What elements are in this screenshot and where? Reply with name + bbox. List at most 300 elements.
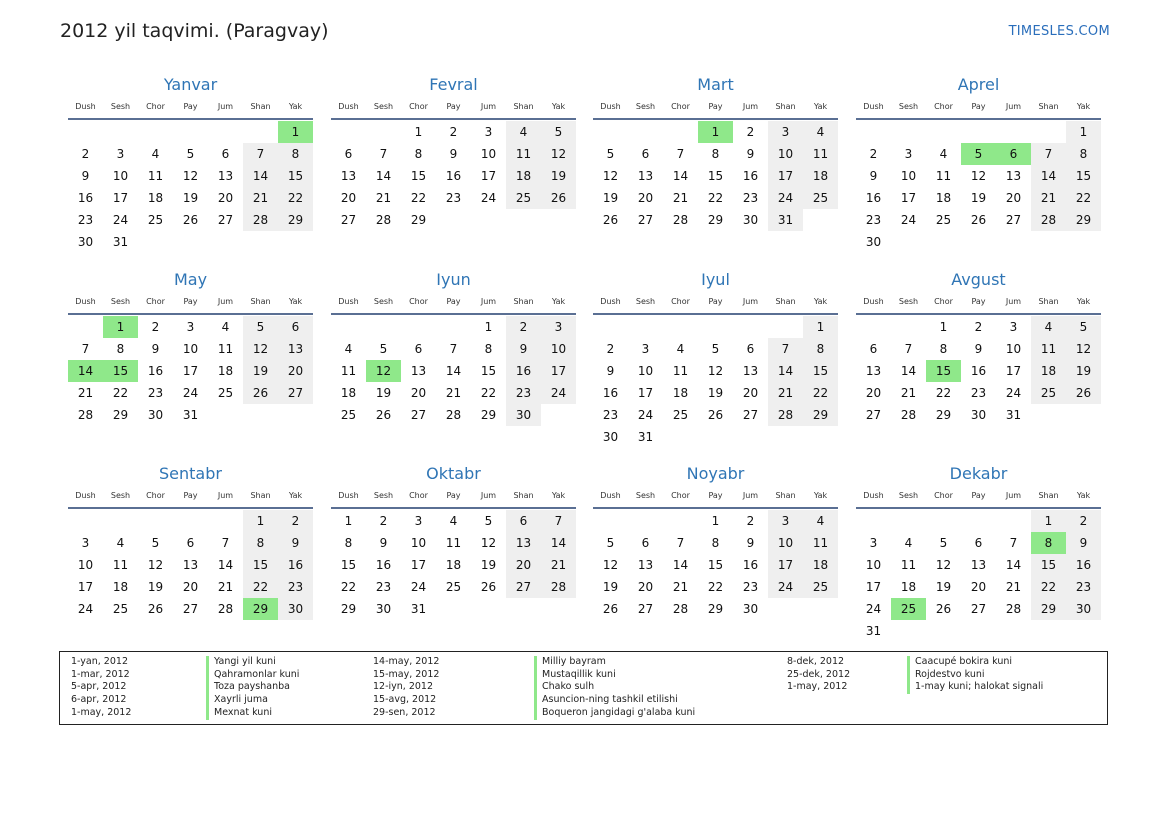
day-cell: 16 bbox=[865, 191, 882, 205]
day-cell: 25 bbox=[935, 213, 952, 227]
weekday-header bbox=[68, 297, 313, 311]
day-cell: 19 bbox=[541, 165, 576, 187]
legend-names-col-2 bbox=[534, 656, 695, 720]
day-cell: 17 bbox=[112, 191, 129, 205]
weekday-label: Yak bbox=[1076, 102, 1091, 111]
day-cell: 22 bbox=[803, 382, 838, 404]
day-cell: 28 bbox=[217, 602, 234, 616]
day-cell: 7 bbox=[221, 536, 230, 550]
day-cell: 27 bbox=[970, 602, 987, 616]
month-name: Noyabr bbox=[686, 464, 745, 483]
weekday-label: Sesh bbox=[373, 102, 394, 111]
day-cell: 21 bbox=[243, 187, 278, 209]
month-divider bbox=[856, 313, 1101, 315]
day-cell: 13 bbox=[970, 558, 987, 572]
weekday-label: Dush bbox=[600, 491, 621, 500]
weekday-label: Yak bbox=[813, 102, 828, 111]
day-cell: 8 bbox=[803, 338, 838, 360]
day-cell: 22 bbox=[112, 386, 129, 400]
day-cell: 6 bbox=[278, 316, 313, 338]
day-cell: 2 bbox=[869, 147, 878, 161]
day-cell: 23 bbox=[147, 386, 164, 400]
day-cell: 6 bbox=[221, 147, 230, 161]
day-cell: 16 bbox=[278, 554, 313, 576]
weekday-label: Jum bbox=[217, 491, 234, 500]
day-cell: 23 bbox=[445, 191, 462, 205]
day-cell: 1 bbox=[1031, 510, 1066, 532]
day-cell: 29 bbox=[707, 602, 724, 616]
day-cell: 2 bbox=[449, 125, 458, 139]
legend-holiday-name: Qahramonlar kuni bbox=[206, 669, 299, 682]
day-cell: 30 bbox=[77, 235, 94, 249]
weekday-label: Shan bbox=[250, 102, 271, 111]
day-cell: 7 bbox=[676, 147, 685, 161]
weekday-label: Shan bbox=[250, 297, 271, 306]
day-cell: 4 bbox=[803, 121, 838, 143]
weekday-label: Shan bbox=[250, 491, 271, 500]
month-divider bbox=[68, 313, 313, 315]
day-cell: 30 bbox=[742, 213, 759, 227]
legend-holiday-name: 1-may kuni; halokat signali bbox=[907, 681, 1043, 694]
day-cell: 19 bbox=[935, 580, 952, 594]
legend-date: 1-may, 2012 bbox=[787, 681, 848, 693]
day-cell: 20 bbox=[410, 386, 427, 400]
day-cell: 27 bbox=[1005, 213, 1022, 227]
weekday-label: Jum bbox=[480, 102, 497, 111]
day-cell: 15 bbox=[803, 360, 838, 382]
day-cell: 5 bbox=[151, 536, 160, 550]
day-cell: 22 bbox=[707, 580, 724, 594]
month-oktabr bbox=[331, 464, 576, 644]
day-cell: 30 bbox=[865, 235, 882, 249]
weekday-label: Sesh bbox=[898, 297, 919, 306]
day-cell: 23 bbox=[742, 580, 759, 594]
day-cell: 19 bbox=[182, 191, 199, 205]
day-cell: 19 bbox=[970, 191, 987, 205]
month-dekabr bbox=[856, 464, 1101, 644]
day-cell: 26 bbox=[182, 213, 199, 227]
day-cell: 29 bbox=[243, 598, 278, 620]
day-cell: 6 bbox=[344, 147, 353, 161]
day-cell: 18 bbox=[1031, 360, 1066, 382]
weekday-label: Sesh bbox=[110, 102, 131, 111]
day-cell: 1 bbox=[414, 125, 423, 139]
weekday-label: Dush bbox=[863, 491, 884, 500]
day-cell: 24 bbox=[112, 213, 129, 227]
day-cell: 4 bbox=[939, 147, 948, 161]
day-cell: 24 bbox=[410, 580, 427, 594]
month-name: Oktabr bbox=[426, 464, 481, 483]
day-cell: 10 bbox=[900, 169, 917, 183]
day-cell: 6 bbox=[186, 536, 195, 550]
day-cell: 10 bbox=[410, 536, 427, 550]
day-cell: 4 bbox=[344, 342, 353, 356]
day-cell: 24 bbox=[768, 576, 803, 598]
day-cell: 17 bbox=[410, 558, 427, 572]
legend-date: 29-sen, 2012 bbox=[373, 706, 436, 718]
day-cell: 25 bbox=[340, 408, 357, 422]
day-cell: 3 bbox=[414, 514, 423, 528]
day-cell: 8 bbox=[711, 147, 720, 161]
day-cell: 9 bbox=[974, 342, 983, 356]
day-cell: 19 bbox=[243, 360, 278, 382]
day-cell: 24 bbox=[182, 386, 199, 400]
day-cell: 2 bbox=[151, 320, 160, 334]
weekday-label: Chor bbox=[934, 102, 953, 111]
day-cell: 15 bbox=[278, 165, 313, 187]
day-cell: 26 bbox=[707, 408, 724, 422]
day-cell: 12 bbox=[243, 338, 278, 360]
day-cell: 9 bbox=[1066, 532, 1101, 554]
day-cell: 12 bbox=[970, 169, 987, 183]
day-cell: 13 bbox=[637, 558, 654, 572]
weekday-label: Sesh bbox=[373, 297, 394, 306]
day-cell: 16 bbox=[506, 360, 541, 382]
day-cell: 8 bbox=[1066, 143, 1101, 165]
weekday-label: Yak bbox=[288, 297, 303, 306]
day-cell: 15 bbox=[707, 169, 724, 183]
day-cell: 13 bbox=[217, 169, 234, 183]
day-cell: 2 bbox=[746, 514, 755, 528]
day-cell: 21 bbox=[1031, 187, 1066, 209]
month-divider bbox=[331, 118, 576, 120]
day-cell: 25 bbox=[147, 213, 164, 227]
day-cell: 5 bbox=[186, 147, 195, 161]
day-cell: 14 bbox=[68, 360, 103, 382]
day-cell: 29 bbox=[1031, 598, 1066, 620]
month-name: Yanvar bbox=[163, 75, 218, 94]
day-cell: 2 bbox=[746, 125, 755, 139]
day-cell: 26 bbox=[935, 602, 952, 616]
day-cell: 2 bbox=[81, 147, 90, 161]
weekday-label: Chor bbox=[409, 102, 428, 111]
day-cell: 20 bbox=[742, 386, 759, 400]
day-cell: 20 bbox=[637, 580, 654, 594]
day-cell: 26 bbox=[480, 580, 497, 594]
day-cell: 8 bbox=[344, 536, 353, 550]
day-cell: 19 bbox=[480, 558, 497, 572]
weekday-label: Jum bbox=[480, 491, 497, 500]
day-cell: 25 bbox=[445, 580, 462, 594]
weekday-label: Pay bbox=[183, 102, 198, 111]
weekday-label: Pay bbox=[708, 297, 723, 306]
day-cell: 4 bbox=[221, 320, 230, 334]
weekday-label: Chor bbox=[934, 297, 953, 306]
weekday-label: Dush bbox=[600, 297, 621, 306]
day-cell: 28 bbox=[900, 408, 917, 422]
day-cell: 17 bbox=[541, 360, 576, 382]
day-cell: 24 bbox=[637, 408, 654, 422]
day-cell: 3 bbox=[81, 536, 90, 550]
day-cell: 1 bbox=[103, 316, 138, 338]
weekday-header bbox=[331, 491, 576, 505]
day-cell: 14 bbox=[1031, 165, 1066, 187]
day-cell: 15 bbox=[707, 558, 724, 572]
day-cell: 14 bbox=[768, 360, 803, 382]
day-cell: 19 bbox=[602, 580, 619, 594]
day-cell: 5 bbox=[379, 342, 388, 356]
day-cell: 14 bbox=[445, 364, 462, 378]
day-cell: 16 bbox=[77, 191, 94, 205]
weekday-header bbox=[856, 491, 1101, 505]
day-cell: 21 bbox=[445, 386, 462, 400]
day-cell: 13 bbox=[410, 364, 427, 378]
legend-holiday-name: Xayrli juma bbox=[206, 694, 299, 707]
day-cell: 20 bbox=[182, 580, 199, 594]
weekday-header bbox=[68, 102, 313, 116]
weekday-label: Pay bbox=[183, 297, 198, 306]
day-cell: 30 bbox=[147, 408, 164, 422]
day-cell: 11 bbox=[445, 536, 462, 550]
day-cell: 4 bbox=[116, 536, 125, 550]
day-cell: 13 bbox=[865, 364, 882, 378]
legend-date: 8-dek, 2012 bbox=[787, 656, 845, 667]
day-cell: 27 bbox=[410, 408, 427, 422]
day-cell: 20 bbox=[637, 191, 654, 205]
weekday-header bbox=[856, 102, 1101, 116]
day-cell: 5 bbox=[243, 316, 278, 338]
day-cell: 7 bbox=[81, 342, 90, 356]
weekday-label: Dush bbox=[75, 491, 96, 500]
day-cell: 24 bbox=[480, 191, 497, 205]
day-cell: 15 bbox=[103, 360, 138, 382]
day-cell: 12 bbox=[1066, 338, 1101, 360]
day-cell: 1 bbox=[939, 320, 948, 334]
day-cell: 13 bbox=[340, 169, 357, 183]
day-cell: 4 bbox=[506, 121, 541, 143]
weekday-label: Shan bbox=[775, 297, 796, 306]
weekday-label: Dush bbox=[863, 297, 884, 306]
legend-date: 15-may, 2012 bbox=[373, 668, 440, 680]
weekday-label: Sesh bbox=[110, 297, 131, 306]
day-cell: 25 bbox=[506, 187, 541, 209]
day-cell: 15 bbox=[410, 169, 427, 183]
day-cell: 9 bbox=[746, 536, 755, 550]
day-cell: 17 bbox=[1005, 364, 1022, 378]
day-cell: 29 bbox=[410, 213, 427, 227]
weekday-label: Dush bbox=[75, 297, 96, 306]
day-cell: 10 bbox=[480, 147, 497, 161]
day-cell: 21 bbox=[375, 191, 392, 205]
legend-dates-col-3 bbox=[787, 656, 850, 694]
weekday-label: Jum bbox=[480, 297, 497, 306]
day-cell: 19 bbox=[375, 386, 392, 400]
legend-date: 1-may, 2012 bbox=[71, 706, 132, 718]
day-cell: 3 bbox=[116, 147, 125, 161]
day-cell: 2 bbox=[1066, 510, 1101, 532]
weekday-label: Yak bbox=[551, 297, 566, 306]
day-cell: 6 bbox=[869, 342, 878, 356]
day-cell: 11 bbox=[112, 558, 129, 572]
legend-names-col-1 bbox=[206, 656, 299, 720]
day-cell: 21 bbox=[768, 382, 803, 404]
legend-holiday-name: Rojdestvo kuni bbox=[907, 669, 1043, 682]
day-cell: 5 bbox=[939, 536, 948, 550]
day-cell: 10 bbox=[182, 342, 199, 356]
legend-date: 14-may, 2012 bbox=[373, 656, 440, 667]
legend-holiday-name: Asuncion-ning tashkil etilishi bbox=[534, 694, 695, 707]
weekday-label: Chor bbox=[671, 102, 690, 111]
day-cell: 24 bbox=[77, 602, 94, 616]
day-cell: 10 bbox=[768, 143, 803, 165]
legend-holiday-name: Milliy bayram bbox=[534, 656, 695, 669]
day-cell: 23 bbox=[865, 213, 882, 227]
day-cell: 18 bbox=[112, 580, 129, 594]
weekday-label: Chor bbox=[671, 297, 690, 306]
day-cell: 2 bbox=[278, 510, 313, 532]
day-cell: 1 bbox=[484, 320, 493, 334]
day-cell: 14 bbox=[541, 532, 576, 554]
day-cell: 7 bbox=[1009, 536, 1018, 550]
day-cell: 12 bbox=[935, 558, 952, 572]
day-cell: 31 bbox=[410, 602, 427, 616]
weekday-label: Pay bbox=[446, 102, 461, 111]
month-name: May bbox=[173, 270, 208, 289]
day-cell: 12 bbox=[480, 536, 497, 550]
day-cell: 27 bbox=[637, 602, 654, 616]
day-cell: 14 bbox=[243, 165, 278, 187]
holiday-legend bbox=[59, 651, 1108, 725]
site-link[interactable]: TIMESLES.COM bbox=[1008, 24, 1110, 39]
weekday-label: Chor bbox=[146, 491, 165, 500]
day-cell: 30 bbox=[970, 408, 987, 422]
day-cell: 7 bbox=[541, 510, 576, 532]
day-cell: 12 bbox=[182, 169, 199, 183]
month-noyabr bbox=[593, 464, 838, 644]
month-divider bbox=[593, 507, 838, 509]
day-cell: 6 bbox=[746, 342, 755, 356]
day-cell: 2 bbox=[606, 342, 615, 356]
day-cell: 18 bbox=[340, 386, 357, 400]
day-cell: 14 bbox=[900, 364, 917, 378]
day-cell: 16 bbox=[970, 364, 987, 378]
weekday-header bbox=[856, 297, 1101, 311]
month-name: Mart bbox=[697, 75, 734, 94]
weekday-label: Sesh bbox=[110, 491, 131, 500]
day-cell: 28 bbox=[672, 213, 689, 227]
day-cell: 20 bbox=[865, 386, 882, 400]
day-cell: 30 bbox=[602, 430, 619, 444]
day-cell: 8 bbox=[711, 536, 720, 550]
day-cell: 17 bbox=[480, 169, 497, 183]
day-cell: 3 bbox=[869, 536, 878, 550]
weekday-label: Pay bbox=[971, 102, 986, 111]
day-cell: 28 bbox=[445, 408, 462, 422]
day-cell: 24 bbox=[541, 382, 576, 404]
legend-date: 12-iyn, 2012 bbox=[373, 681, 434, 693]
day-cell: 22 bbox=[707, 191, 724, 205]
day-cell: 29 bbox=[278, 209, 313, 231]
day-cell: 2 bbox=[379, 514, 388, 528]
weekday-header bbox=[593, 491, 838, 505]
day-cell: 31 bbox=[637, 430, 654, 444]
weekday-label: Dush bbox=[338, 102, 359, 111]
day-cell: 28 bbox=[375, 213, 392, 227]
month-name: Iyun bbox=[436, 270, 471, 289]
day-cell: 12 bbox=[602, 558, 619, 572]
day-cell: 17 bbox=[182, 364, 199, 378]
day-cell: 7 bbox=[768, 338, 803, 360]
day-cell: 15 bbox=[480, 364, 497, 378]
weekday-label: Chor bbox=[409, 297, 428, 306]
day-cell: 5 bbox=[606, 536, 615, 550]
day-cell: 25 bbox=[217, 386, 234, 400]
weekday-header bbox=[331, 297, 576, 311]
month-name: Fevral bbox=[429, 75, 478, 94]
weekday-label: Sesh bbox=[635, 297, 656, 306]
day-cell: 22 bbox=[278, 187, 313, 209]
legend-date: 6-apr, 2012 bbox=[71, 694, 127, 706]
day-cell: 11 bbox=[803, 143, 838, 165]
weekday-label: Shan bbox=[513, 297, 534, 306]
day-cell: 3 bbox=[904, 147, 913, 161]
month-name: Dekabr bbox=[949, 464, 1008, 483]
weekday-label: Yak bbox=[551, 491, 566, 500]
day-cell: 28 bbox=[768, 404, 803, 426]
weekday-label: Chor bbox=[146, 102, 165, 111]
day-cell: 29 bbox=[112, 408, 129, 422]
day-cell: 23 bbox=[602, 408, 619, 422]
day-cell: 3 bbox=[1009, 320, 1018, 334]
weekday-label: Shan bbox=[513, 491, 534, 500]
day-cell: 1 bbox=[711, 514, 720, 528]
day-cell: 27 bbox=[340, 213, 357, 227]
day-cell: 11 bbox=[935, 169, 952, 183]
day-cell: 8 bbox=[484, 342, 493, 356]
legend-date: 1-yan, 2012 bbox=[71, 656, 128, 667]
day-cell: 19 bbox=[1066, 360, 1101, 382]
day-cell: 28 bbox=[1005, 602, 1022, 616]
weekday-label: Shan bbox=[775, 102, 796, 111]
weekday-label: Dush bbox=[600, 102, 621, 111]
month-divider bbox=[68, 118, 313, 120]
day-cell: 31 bbox=[1005, 408, 1022, 422]
day-cell: 24 bbox=[1005, 386, 1022, 400]
month-sentabr bbox=[68, 464, 313, 644]
day-cell: 9 bbox=[746, 147, 755, 161]
legend-holiday-name: Mustaqillik kuni bbox=[534, 669, 695, 682]
day-cell: 20 bbox=[340, 191, 357, 205]
day-cell: 24 bbox=[900, 213, 917, 227]
weekday-label: Shan bbox=[1038, 297, 1059, 306]
day-cell: 10 bbox=[77, 558, 94, 572]
day-cell: 6 bbox=[641, 536, 650, 550]
weekday-label: Yak bbox=[551, 102, 566, 111]
day-cell: 20 bbox=[970, 580, 987, 594]
day-cell: 27 bbox=[278, 382, 313, 404]
legend-holiday-name: Mexnat kuni bbox=[206, 707, 299, 720]
day-cell: 18 bbox=[445, 558, 462, 572]
legend-date: 25-dek, 2012 bbox=[787, 668, 851, 680]
day-cell: 11 bbox=[672, 364, 689, 378]
day-cell: 16 bbox=[375, 558, 392, 572]
day-cell: 30 bbox=[1066, 598, 1101, 620]
weekday-label: Sesh bbox=[898, 102, 919, 111]
day-cell: 28 bbox=[1031, 209, 1066, 231]
day-cell: 15 bbox=[1066, 165, 1101, 187]
day-cell: 6 bbox=[506, 510, 541, 532]
weekday-label: Chor bbox=[934, 491, 953, 500]
month-fevral bbox=[331, 75, 576, 255]
day-cell: 14 bbox=[672, 169, 689, 183]
day-cell: 21 bbox=[672, 580, 689, 594]
day-cell: 9 bbox=[506, 338, 541, 360]
day-cell: 31 bbox=[768, 209, 803, 231]
day-cell: 1 bbox=[243, 510, 278, 532]
day-cell: 18 bbox=[147, 191, 164, 205]
day-cell: 22 bbox=[480, 386, 497, 400]
day-cell: 8 bbox=[414, 147, 423, 161]
